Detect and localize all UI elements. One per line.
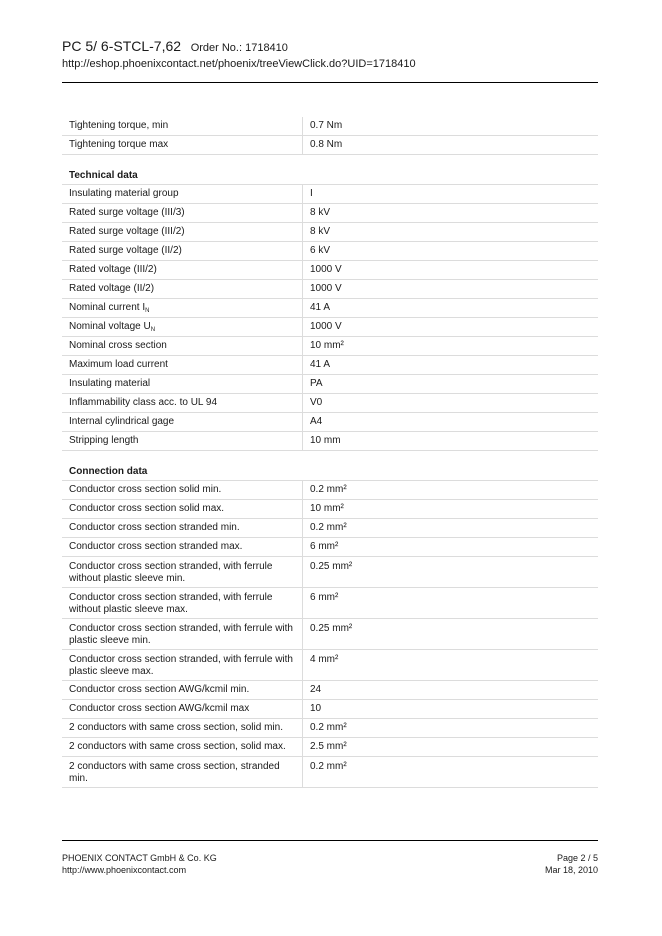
table-row bbox=[62, 500, 598, 519]
row-label-text: Rated voltage (II/2) bbox=[69, 283, 155, 294]
table-row bbox=[62, 719, 598, 738]
row-label-text: Inflammability class acc. to UL 94 bbox=[69, 397, 218, 408]
footer-page-number: Page 2 / 5 bbox=[556, 853, 598, 863]
technical-data-rows bbox=[62, 185, 598, 451]
row-label-text: Nominal voltage U bbox=[69, 321, 151, 332]
row-label-text: Rated surge voltage (III/3) bbox=[69, 207, 185, 218]
row-label bbox=[62, 619, 303, 649]
row-value: 41 A bbox=[310, 359, 331, 370]
footer-company: PHOENIX CONTACT GmbH & Co. KG bbox=[62, 853, 217, 863]
footer-date: Mar 18, 2010 bbox=[544, 865, 598, 875]
row-value: 6 mm² bbox=[310, 592, 339, 603]
row-value: 0.2 mm² bbox=[310, 722, 347, 733]
row-value: 0.2 mm² bbox=[310, 484, 347, 495]
row-label bbox=[62, 719, 303, 737]
row-label bbox=[62, 204, 303, 222]
row-label bbox=[62, 185, 303, 203]
row-label bbox=[62, 650, 303, 680]
table-row bbox=[62, 519, 598, 538]
row-label-text: Internal cylindrical gage bbox=[69, 416, 175, 427]
row-label-text: Conductor cross section stranded, with ferrule without plastic sleeve min. bbox=[69, 561, 273, 584]
row-value: V0 bbox=[310, 397, 323, 408]
row-value: 0.7 Nm bbox=[310, 120, 343, 131]
table-row bbox=[62, 280, 598, 299]
row-label bbox=[62, 394, 303, 412]
section-technical-data: Technical data bbox=[62, 155, 598, 185]
footer-website[interactable]: http://www.phoenixcontact.com bbox=[62, 865, 187, 875]
header-title-line bbox=[62, 38, 598, 56]
row-value: 4 mm² bbox=[310, 654, 339, 665]
product-url[interactable]: http://eshop.phoenixcontact.net/phoenix/treeViewClick.do?UID=1718410 bbox=[62, 58, 416, 70]
table-row bbox=[62, 681, 598, 700]
row-label-text: Conductor cross section stranded, with ferrule without plastic sleeve max. bbox=[69, 592, 273, 615]
row-label bbox=[62, 557, 303, 587]
row-label-text: 2 conductors with same cross section, solid min. bbox=[69, 722, 283, 733]
table-row bbox=[62, 375, 598, 394]
row-label-text: Tightening torque, min bbox=[69, 120, 169, 131]
table-row bbox=[62, 700, 598, 719]
row-label bbox=[62, 757, 303, 787]
row-label-text: Nominal current I bbox=[69, 302, 146, 313]
row-value: 8 kV bbox=[310, 226, 331, 237]
row-value: 0.25 mm² bbox=[310, 623, 353, 634]
table-row bbox=[62, 117, 598, 136]
table-row bbox=[62, 432, 598, 451]
row-label bbox=[62, 337, 303, 355]
row-label-text: Rated voltage (III/2) bbox=[69, 264, 157, 275]
row-label bbox=[62, 413, 303, 431]
row-value: 1000 V bbox=[310, 283, 342, 294]
torque-rows bbox=[62, 117, 598, 155]
footer-divider bbox=[62, 840, 598, 841]
row-label bbox=[62, 356, 303, 374]
row-label-text: Conductor cross section stranded, with ferrule with plastic sleeve max. bbox=[69, 654, 293, 677]
row-label-text: Conductor cross section stranded, with ferrule with plastic sleeve min. bbox=[69, 623, 293, 646]
table-row bbox=[62, 588, 598, 619]
row-label-text: Tightening torque max bbox=[69, 139, 169, 150]
row-value: 10 mm bbox=[310, 435, 341, 446]
table-row bbox=[62, 318, 598, 337]
row-value: 10 mm² bbox=[310, 340, 344, 351]
row-label bbox=[62, 223, 303, 241]
table-row bbox=[62, 356, 598, 375]
row-value: 0.8 Nm bbox=[310, 139, 343, 150]
section-connection-data: Connection data bbox=[62, 451, 598, 481]
row-label bbox=[62, 375, 303, 393]
row-value: 24 bbox=[310, 684, 322, 695]
row-label bbox=[62, 432, 303, 450]
row-value: 10 mm² bbox=[310, 503, 344, 514]
row-value: 41 A bbox=[310, 302, 331, 313]
row-label bbox=[62, 242, 303, 260]
row-value: 8 kV bbox=[310, 207, 331, 218]
row-label bbox=[62, 538, 303, 556]
row-label bbox=[62, 280, 303, 298]
row-label-text: Stripping length bbox=[69, 435, 139, 446]
row-label bbox=[62, 261, 303, 279]
row-label bbox=[62, 588, 303, 618]
row-value: 1000 V bbox=[310, 264, 342, 275]
table-row bbox=[62, 185, 598, 204]
row-label-subscript: N bbox=[145, 308, 150, 314]
row-label-text: Conductor cross section solid min. bbox=[69, 484, 222, 495]
order-number: Order No.: 1718410 bbox=[190, 42, 288, 54]
row-label-text: Rated surge voltage (III/2) bbox=[69, 226, 185, 237]
table-row bbox=[62, 394, 598, 413]
row-label-text: 2 conductors with same cross section, stranded min. bbox=[69, 761, 280, 784]
row-value: I bbox=[310, 188, 313, 199]
row-label bbox=[62, 481, 303, 499]
table-row bbox=[62, 481, 598, 500]
table-row bbox=[62, 261, 598, 280]
row-value: 6 mm² bbox=[310, 541, 339, 552]
row-value: A4 bbox=[310, 416, 323, 427]
page-header bbox=[62, 38, 598, 71]
row-label bbox=[62, 700, 303, 718]
row-label-text: Rated surge voltage (II/2) bbox=[69, 245, 182, 256]
row-value: 0.2 mm² bbox=[310, 522, 347, 533]
table-row bbox=[62, 538, 598, 557]
product-title: PC 5/ 6-STCL-7,62 bbox=[62, 38, 182, 54]
table-row bbox=[62, 757, 598, 788]
table-row bbox=[62, 413, 598, 432]
header-divider bbox=[62, 82, 598, 83]
row-label-text: 2 conductors with same cross section, solid max. bbox=[69, 741, 286, 752]
row-label-text: Insulating material bbox=[69, 378, 151, 389]
table-row bbox=[62, 738, 598, 757]
row-label-subscript: N bbox=[150, 327, 156, 333]
table-row bbox=[62, 557, 598, 588]
table-row bbox=[62, 242, 598, 261]
table-row bbox=[62, 619, 598, 650]
row-label-text: Nominal cross section bbox=[69, 340, 167, 351]
row-value: 6 kV bbox=[310, 245, 331, 256]
row-value: 0.25 mm² bbox=[310, 561, 353, 572]
row-label bbox=[62, 500, 303, 518]
connection-data-rows bbox=[62, 481, 598, 788]
table-row bbox=[62, 223, 598, 242]
row-label-text: Conductor cross section AWG/kcmil max bbox=[69, 703, 250, 714]
row-label-text: Insulating material group bbox=[69, 188, 179, 199]
row-label bbox=[62, 738, 303, 756]
table-row bbox=[62, 136, 598, 155]
row-label bbox=[62, 136, 303, 154]
row-label-text: Maximum load current bbox=[69, 359, 168, 370]
table-row bbox=[62, 204, 598, 223]
row-value: 10 bbox=[310, 703, 322, 714]
row-label bbox=[62, 299, 303, 317]
row-label bbox=[62, 519, 303, 537]
row-label-text: Conductor cross section stranded max. bbox=[69, 541, 243, 552]
spec-table bbox=[62, 117, 598, 788]
table-row bbox=[62, 337, 598, 356]
row-value: 2.5 mm² bbox=[310, 741, 347, 752]
row-label bbox=[62, 117, 303, 135]
row-value: 1000 V bbox=[310, 321, 342, 332]
row-label-text: Conductor cross section solid max. bbox=[69, 503, 225, 514]
row-label bbox=[62, 681, 303, 699]
row-label bbox=[62, 318, 303, 336]
row-label-text: Conductor cross section stranded min. bbox=[69, 522, 240, 533]
row-value: PA bbox=[310, 378, 323, 389]
row-value: 0.2 mm² bbox=[310, 761, 347, 772]
table-row bbox=[62, 299, 598, 318]
table-row bbox=[62, 650, 598, 681]
row-label-text: Conductor cross section AWG/kcmil min. bbox=[69, 684, 250, 695]
